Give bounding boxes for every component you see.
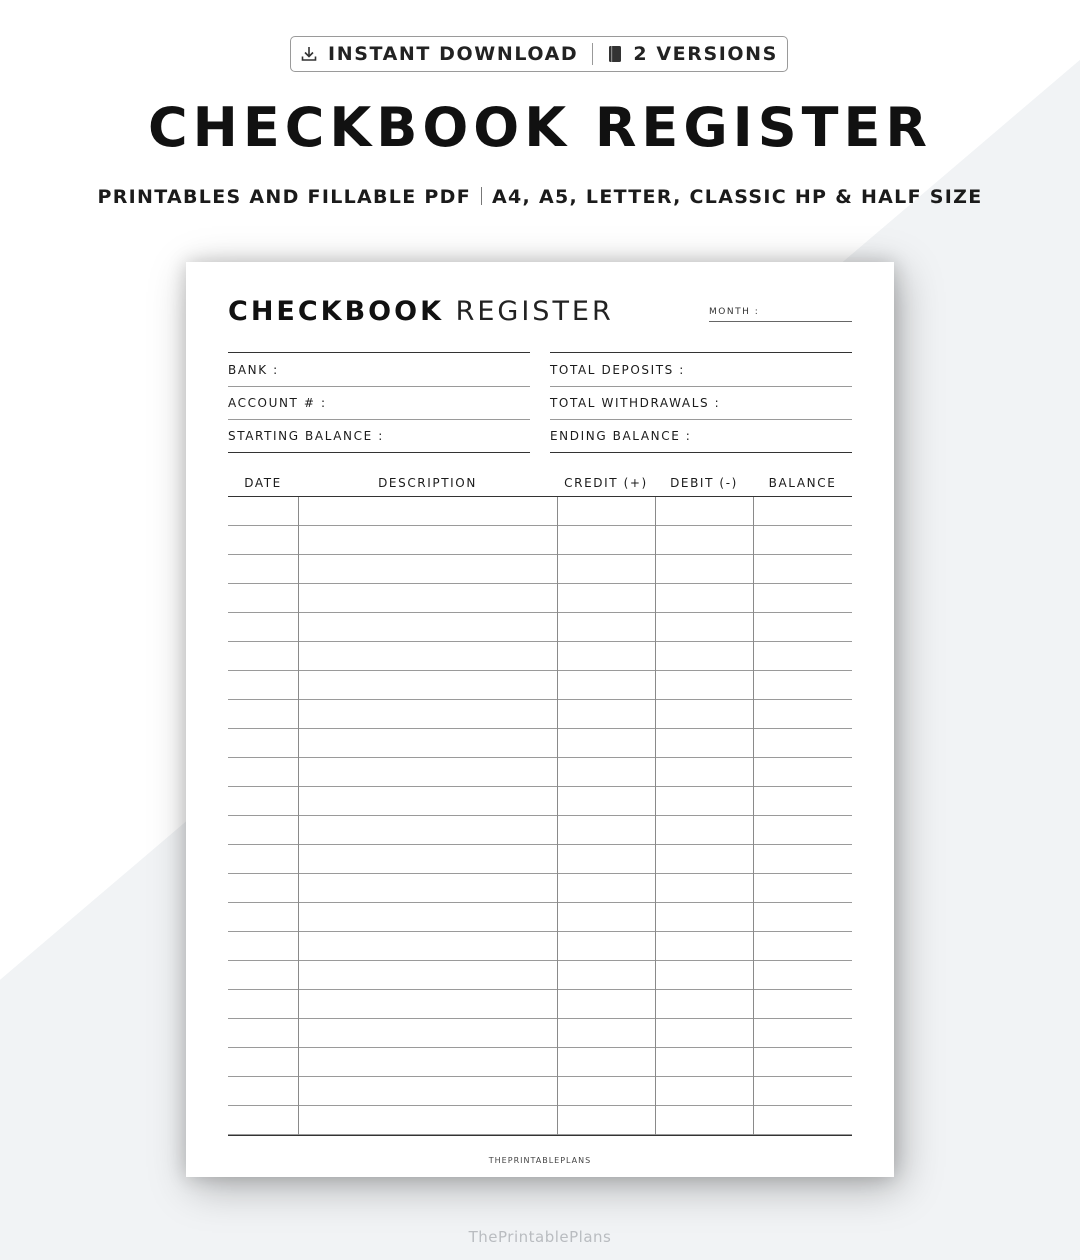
account-fields [228, 352, 530, 453]
versions-badge [607, 43, 778, 65]
table-row [228, 642, 852, 671]
month-field: MONTH : [709, 307, 852, 322]
subtitle-divider [481, 187, 482, 205]
column-divider [557, 497, 558, 1135]
badge-divider [592, 43, 593, 65]
table-row [228, 758, 852, 787]
total-deposits-field: TOTAL DEPOSITS : [550, 362, 685, 377]
column-header-description: DESCRIPTION [378, 476, 477, 490]
hero-subtitle-formats: PRINTABLES AND FILLABLE PDF [97, 186, 471, 208]
register-table [228, 469, 852, 1136]
table-row [228, 729, 852, 758]
table-row [228, 700, 852, 729]
column-header-debit: DEBIT (-) [670, 476, 738, 490]
column-divider [655, 497, 656, 1135]
table-row [228, 526, 852, 555]
sheet-footer-brand: THEPRINTABLEPLANS [488, 1156, 592, 1165]
hero-title: CHECKBOOK REGISTER [148, 96, 932, 159]
account-number-field: ACCOUNT # : [228, 386, 530, 419]
info-badge [290, 36, 788, 72]
table-row [228, 961, 852, 990]
column-header-credit: CREDIT (+) [564, 476, 648, 490]
table-row [228, 1077, 852, 1106]
hero-subtitle [0, 186, 1080, 208]
table-row [228, 990, 852, 1019]
table-row [228, 1106, 852, 1135]
instant-download-badge [300, 43, 578, 65]
column-divider [753, 497, 754, 1135]
table-row [228, 584, 852, 613]
download-icon [300, 45, 318, 63]
starting-balance-field: STARTING BALANCE : [228, 419, 530, 452]
table-row [228, 874, 852, 903]
table-row [228, 613, 852, 642]
table-row [228, 932, 852, 961]
totals-fields [550, 352, 852, 453]
register-sheet [186, 262, 894, 1177]
table-row [228, 555, 852, 584]
document-icon [607, 45, 623, 63]
column-header-date: DATE [244, 476, 282, 490]
table-header [228, 469, 852, 497]
sheet-title-bold: CHECKBOOK [228, 296, 444, 327]
column-divider [298, 497, 299, 1135]
sheet-title [228, 296, 614, 327]
table-row [228, 845, 852, 874]
ending-balance-field: ENDING BALANCE : [550, 419, 852, 452]
column-header-balance: BALANCE [768, 476, 837, 490]
instant-download-label: INSTANT DOWNLOAD [328, 43, 579, 65]
table-row [228, 497, 852, 526]
table-row [228, 787, 852, 816]
table-row [228, 903, 852, 932]
table-row [228, 1048, 852, 1077]
table-row [228, 671, 852, 700]
table-body [228, 497, 852, 1136]
versions-label: 2 VERSIONS [633, 43, 778, 65]
total-withdrawals-field: TOTAL WITHDRAWALS : [550, 386, 852, 419]
bank-field: BANK : [228, 362, 279, 377]
sheet-title-light: REGISTER [455, 296, 614, 327]
table-row [228, 1019, 852, 1048]
watermark: ThePrintablePlans [468, 1228, 612, 1246]
table-row [228, 816, 852, 845]
hero-subtitle-sizes: A4, A5, LETTER, CLASSIC HP & HALF SIZE [492, 186, 983, 208]
